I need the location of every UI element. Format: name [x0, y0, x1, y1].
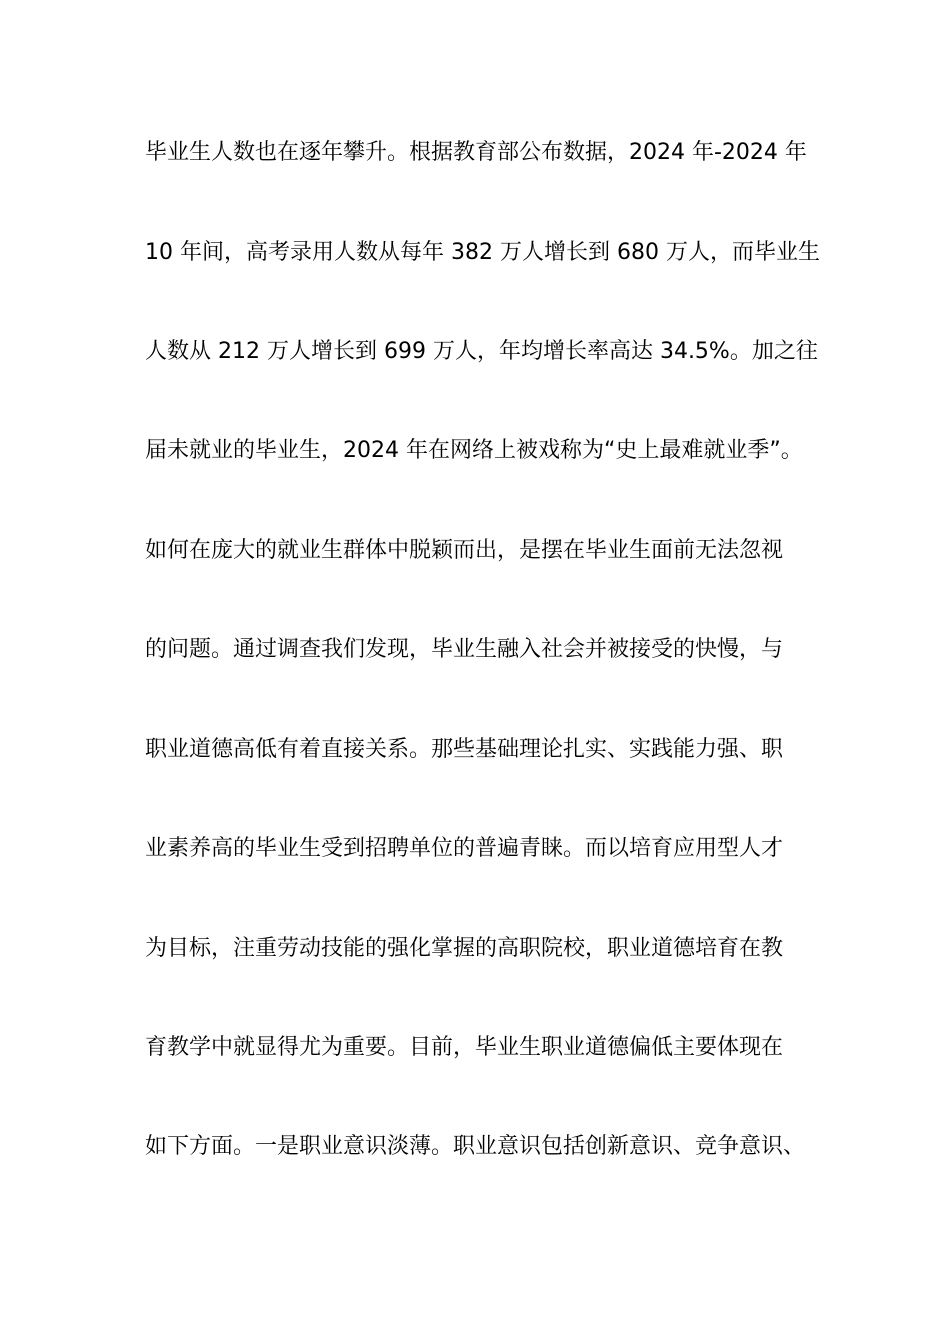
text-line: 人数从 212 万人增长到 699 万人，年均增长率高达 34.5%。加之往 — [145, 339, 818, 364]
text-line: 届未就业的毕业生，2024 年在网络上被戏称为“史上最难就业季”。 — [145, 438, 803, 463]
text-line: 10 年间，高考录用人数从每年 382 万人增长到 680 万人，而毕业生 — [145, 240, 820, 265]
text-line: 的问题。通过调查我们发现，毕业生融入社会并被接受的快慢，与 — [145, 637, 784, 662]
text-line: 育教学中就显得尤为重要。目前，毕业生职业道德偏低主要体现在 — [145, 1035, 784, 1060]
text-line: 业素养高的毕业生受到招聘单位的普遍青睐。而以培育应用型人才 — [145, 836, 784, 861]
text-line: 职业道德高低有着直接关系。那些基础理论扎实、实践能力强、职 — [145, 737, 784, 762]
text-line: 毕业生人数也在逐年攀升。根据教育部公布数据，2024 年-2024 年 — [145, 140, 807, 165]
text-line: 如何在庞大的就业生群体中脱颖而出，是摆在毕业生面前无法忽视 — [145, 538, 784, 563]
text-line: 为目标，注重劳动技能的强化掌握的高职院校，职业道德培育在教 — [145, 936, 784, 961]
text-line: 如下方面。一是职业意识淡薄。职业意识包括创新意识、竞争意识、 — [145, 1134, 806, 1159]
